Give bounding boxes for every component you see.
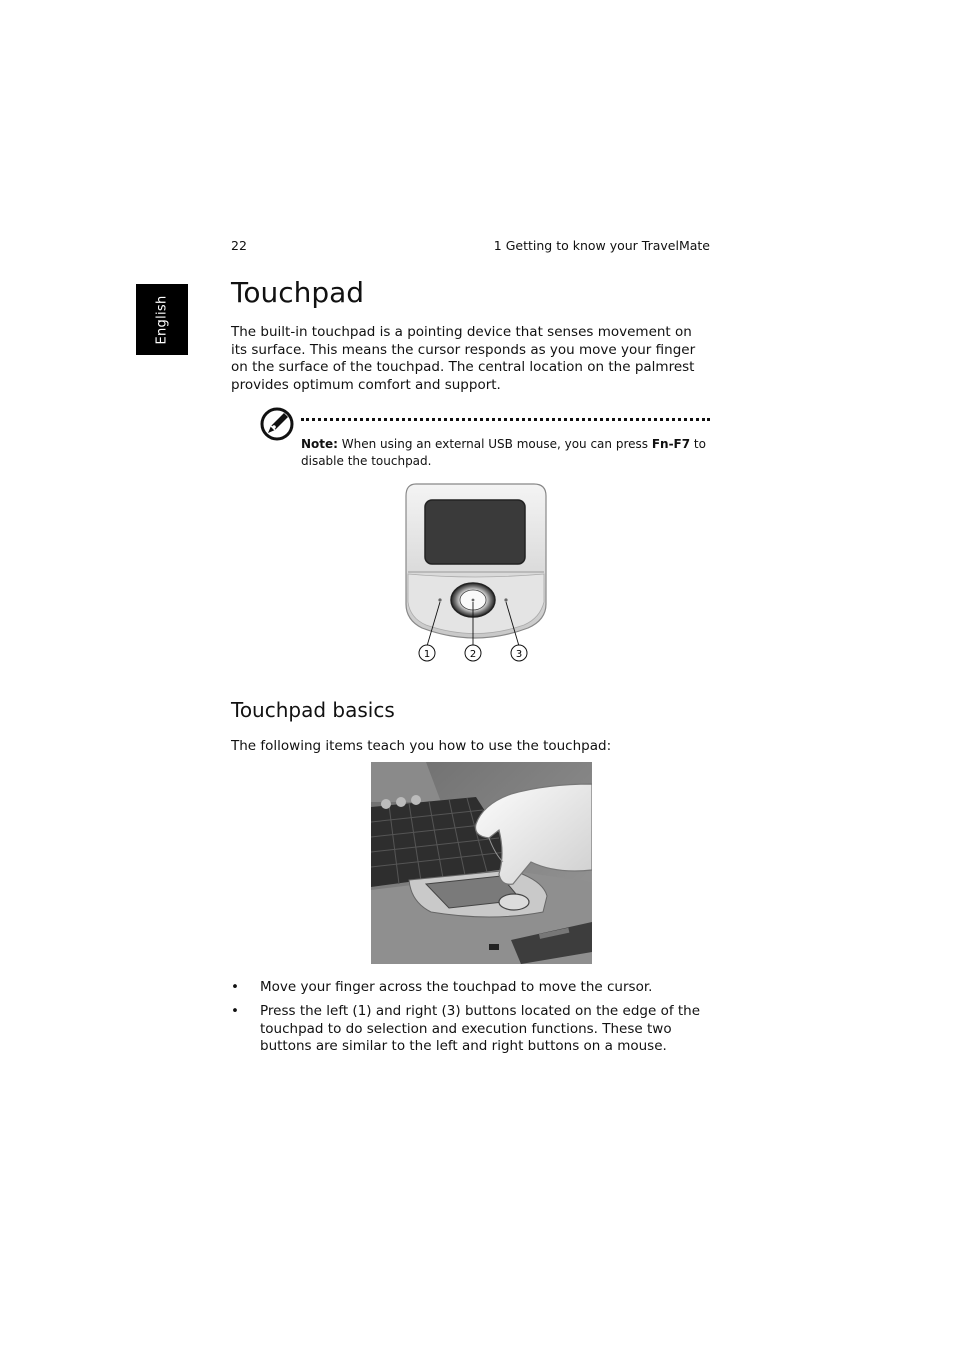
bullet-marker: • <box>231 1003 239 1019</box>
bullet-item-buttons <box>231 1003 711 1063</box>
bullet-item-move-finger <box>231 979 711 999</box>
svg-text:1: 1 <box>423 649 431 660</box>
callout-2 <box>465 645 481 661</box>
page-number: 22 <box>231 238 247 253</box>
note-divider <box>301 418 710 421</box>
subsection-title: Touchpad basics <box>231 698 395 722</box>
bullet-text: Press the left (1) and right (3) buttons located on the edge of the touchpad to do selection and execution functions. These two buttons are similar to the left and right buttons on a mouse. <box>260 1003 701 1055</box>
bullet-text: Move your finger across the touchpad to move the cursor. <box>260 979 653 995</box>
note-text <box>301 436 711 469</box>
note-key: Fn-F7 <box>651 437 691 451</box>
laptop-touchpad-photo <box>371 762 592 964</box>
bullet-marker: • <box>231 979 239 995</box>
lead-paragraph: The following items teach you how to use the touchpad: <box>231 738 612 754</box>
note-text-before: When using an external USB mouse, you can press <box>337 437 652 451</box>
note-label: Note: <box>301 437 338 451</box>
page-title: Touchpad <box>231 276 365 309</box>
language-tab-label: English <box>154 294 170 345</box>
callout-1 <box>419 645 435 661</box>
touchpad-figure <box>400 480 550 670</box>
left-button-marker <box>438 598 441 601</box>
note-pen-icon <box>259 406 295 442</box>
running-header: 1 Getting to know your TravelMate <box>493 238 710 253</box>
callout-3 <box>511 645 527 661</box>
language-tab <box>136 284 188 355</box>
intro-paragraph: The built-in touchpad is a pointing device that senses movement on its surface. This means the cursor responds as you move your finger on the surface of the touchpad. The central location on the palmrest provides optimum comfort and support. <box>231 324 696 394</box>
note-text-after: to disable the touchpad. <box>301 437 706 468</box>
svg-text:2: 2 <box>469 649 477 660</box>
right-button-marker <box>504 598 507 601</box>
svg-text:3: 3 <box>515 649 523 660</box>
touchpad-surface <box>425 500 525 564</box>
